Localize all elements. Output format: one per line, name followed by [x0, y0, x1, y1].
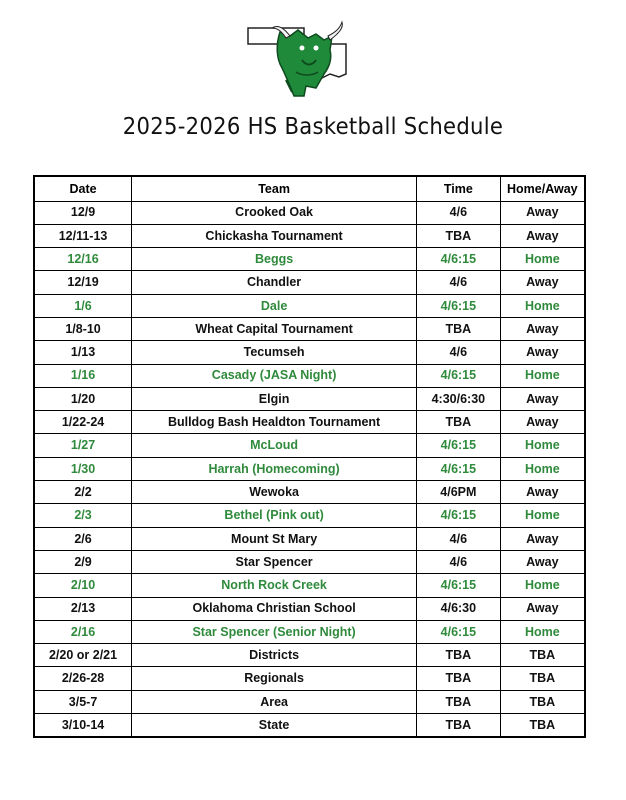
cell-home-away: Home	[500, 248, 585, 271]
cell-team: Crooked Oak	[132, 201, 417, 224]
table-row	[34, 457, 585, 480]
header-date: Date	[34, 176, 132, 201]
cell-team: Chandler	[132, 271, 417, 294]
cell-date: 1/6	[34, 294, 132, 317]
cell-team: Regionals	[132, 667, 417, 690]
header-time: Time	[417, 176, 501, 201]
cell-date: 1/30	[34, 457, 132, 480]
cell-date: 3/10-14	[34, 714, 132, 737]
cell-home-away: TBA	[500, 690, 585, 713]
cell-date: 2/26-28	[34, 667, 132, 690]
cell-date: 12/9	[34, 201, 132, 224]
cell-date: 2/16	[34, 620, 132, 643]
cell-time: 4/6:15	[417, 574, 501, 597]
cell-team: Tecumseh	[132, 341, 417, 364]
cell-date: 12/16	[34, 248, 132, 271]
table-row	[34, 620, 585, 643]
cell-time: 4/6	[417, 271, 501, 294]
table-row	[34, 248, 585, 271]
cell-home-away: Home	[500, 574, 585, 597]
cell-time: TBA	[417, 224, 501, 247]
cell-date: 1/8-10	[34, 317, 132, 340]
schedule-table	[33, 175, 586, 738]
cell-time: 4/6:15	[417, 248, 501, 271]
cell-home-away: TBA	[500, 714, 585, 737]
table-row	[34, 550, 585, 573]
bulldog-mascot-logo	[246, 14, 350, 104]
table-row	[34, 527, 585, 550]
cell-date: 2/6	[34, 527, 132, 550]
cell-home-away: Away	[500, 341, 585, 364]
cell-home-away: Away	[500, 224, 585, 247]
table-row	[34, 317, 585, 340]
cell-home-away: Home	[500, 364, 585, 387]
cell-time: 4/6:15	[417, 434, 501, 457]
cell-team: Dale	[132, 294, 417, 317]
cell-date: 12/19	[34, 271, 132, 294]
cell-home-away: Home	[500, 620, 585, 643]
table-row	[34, 481, 585, 504]
cell-home-away: Away	[500, 597, 585, 620]
table-row	[34, 341, 585, 364]
cell-time: 4/6:30	[417, 597, 501, 620]
cell-team: Elgin	[132, 387, 417, 410]
table-row	[34, 690, 585, 713]
cell-team: Star Spencer	[132, 550, 417, 573]
cell-date: 2/10	[34, 574, 132, 597]
cell-home-away: TBA	[500, 667, 585, 690]
cell-date: 1/20	[34, 387, 132, 410]
cell-home-away: Away	[500, 411, 585, 434]
cell-team: Bulldog Bash Healdton Tournament	[132, 411, 417, 434]
cell-team: Bethel (Pink out)	[132, 504, 417, 527]
cell-home-away: Away	[500, 527, 585, 550]
cell-time: 4/6:15	[417, 457, 501, 480]
cell-time: TBA	[417, 667, 501, 690]
table-row	[34, 644, 585, 667]
table-row	[34, 411, 585, 434]
cell-date: 1/27	[34, 434, 132, 457]
cell-home-away: Away	[500, 201, 585, 224]
cell-team: Wewoka	[132, 481, 417, 504]
table-row	[34, 667, 585, 690]
cell-date: 2/2	[34, 481, 132, 504]
table-row	[34, 574, 585, 597]
cell-home-away: Home	[500, 294, 585, 317]
cell-home-away: TBA	[500, 644, 585, 667]
cell-team: Harrah (Homecoming)	[132, 457, 417, 480]
cell-home-away: Home	[500, 504, 585, 527]
cell-time: 4/6	[417, 201, 501, 224]
cell-team: Mount St Mary	[132, 527, 417, 550]
cell-date: 3/5-7	[34, 690, 132, 713]
cell-home-away: Away	[500, 550, 585, 573]
cell-time: TBA	[417, 690, 501, 713]
cell-team: Area	[132, 690, 417, 713]
table-row	[34, 387, 585, 410]
cell-home-away: Away	[500, 317, 585, 340]
table-row	[34, 597, 585, 620]
cell-time: 4/6:15	[417, 294, 501, 317]
table-row	[34, 504, 585, 527]
cell-team: Beggs	[132, 248, 417, 271]
table-row	[34, 224, 585, 247]
cell-team: State	[132, 714, 417, 737]
cell-time: 4/6	[417, 527, 501, 550]
cell-team: McLoud	[132, 434, 417, 457]
table-row	[34, 434, 585, 457]
cell-time: 4/6:15	[417, 364, 501, 387]
table-row	[34, 271, 585, 294]
cell-date: 2/9	[34, 550, 132, 573]
cell-team: Star Spencer (Senior Night)	[132, 620, 417, 643]
table-row	[34, 364, 585, 387]
cell-time: TBA	[417, 644, 501, 667]
cell-team: North Rock Creek	[132, 574, 417, 597]
table-row	[34, 201, 585, 224]
cell-date: 1/22-24	[34, 411, 132, 434]
cell-date: 1/13	[34, 341, 132, 364]
cell-team: Casady (JASA Night)	[132, 364, 417, 387]
cell-home-away: Away	[500, 271, 585, 294]
cell-home-away: Home	[500, 457, 585, 480]
cell-time: TBA	[417, 714, 501, 737]
cell-team: Chickasha Tournament	[132, 224, 417, 247]
cell-date: 2/13	[34, 597, 132, 620]
cell-team: Oklahoma Christian School	[132, 597, 417, 620]
cell-home-away: Away	[500, 387, 585, 410]
cell-date: 2/3	[34, 504, 132, 527]
cell-home-away: Away	[500, 481, 585, 504]
table-row	[34, 714, 585, 737]
table-row	[34, 294, 585, 317]
cell-date: 12/11-13	[34, 224, 132, 247]
cell-time: 4/6	[417, 341, 501, 364]
header-team: Team	[132, 176, 417, 201]
cell-home-away: Home	[500, 434, 585, 457]
cell-date: 2/20 or 2/21	[34, 644, 132, 667]
cell-time: 4/6:15	[417, 620, 501, 643]
cell-time: TBA	[417, 317, 501, 340]
cell-date: 1/16	[34, 364, 132, 387]
cell-time: 4:30/6:30	[417, 387, 501, 410]
cell-time: 4/6:15	[417, 504, 501, 527]
cell-time: 4/6	[417, 550, 501, 573]
header-home-away: Home/Away	[500, 176, 585, 201]
cell-team: Districts	[132, 644, 417, 667]
cell-time: 4/6PM	[417, 481, 501, 504]
cell-time: TBA	[417, 411, 501, 434]
page-title: 2025-2026 HS Basketball Schedule	[122, 114, 504, 140]
table-header-row	[34, 176, 585, 201]
cell-team: Wheat Capital Tournament	[132, 317, 417, 340]
